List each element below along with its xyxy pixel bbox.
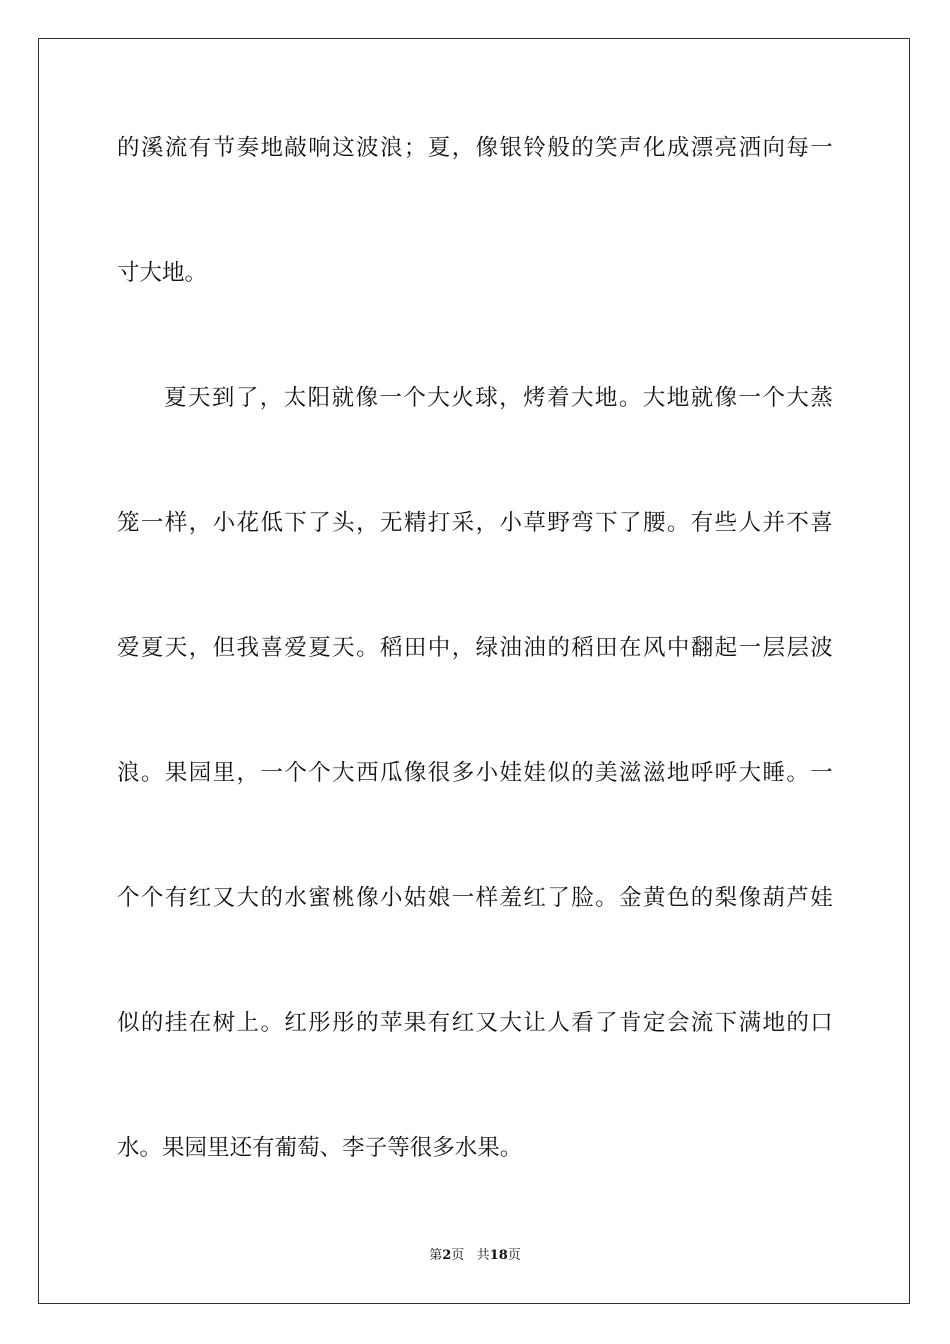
text-char: 爱 (284, 635, 307, 661)
text-char: 有 (188, 135, 212, 161)
text-line-9 (117, 1130, 833, 1166)
page-footer (0, 1246, 950, 1266)
text-char: 不 (786, 510, 809, 536)
text-char: 地 (594, 385, 618, 411)
text-char: 红 (188, 885, 212, 911)
text-char: ， (259, 385, 283, 411)
text-char: 中 (666, 635, 690, 661)
text-char: 人 (547, 1010, 570, 1036)
text-char: 了 (547, 885, 570, 911)
text-char: 色 (666, 885, 690, 911)
text-char: 到 (211, 385, 235, 411)
text-char: 。 (499, 1135, 523, 1161)
text-char: 红 (451, 1010, 475, 1036)
text-char: 喜 (260, 635, 283, 661)
text-char: 节 (212, 135, 236, 161)
text-char: 又 (212, 885, 236, 911)
text-char: 油 (523, 635, 546, 661)
text-char: 还 (229, 1135, 253, 1161)
text-char: 花 (236, 510, 260, 536)
text-char: 园 (184, 1135, 208, 1161)
page-suffix: 页 (451, 1248, 465, 1263)
text-char: 一 (451, 885, 475, 911)
page-number: 2 (442, 1248, 452, 1263)
text-char: 一 (140, 510, 164, 536)
text-char: 里 (207, 1135, 230, 1161)
text-char: 地 (162, 260, 185, 286)
text-char: ， (356, 510, 379, 536)
text-char: 打 (427, 510, 451, 536)
text-char: 个 (140, 885, 164, 911)
text-char: 。 (666, 510, 690, 536)
text-char: 个 (308, 760, 331, 786)
text-char: 多 (451, 760, 475, 786)
total-prefix: 共 (476, 1248, 490, 1263)
text-char: 似 (547, 760, 570, 786)
text-char: 等 (387, 1135, 410, 1161)
text-char: 腰 (642, 510, 666, 536)
text-char: 流 (164, 135, 188, 161)
text-char: 阳 (307, 385, 331, 411)
text-char: 流 (690, 1010, 714, 1036)
text-char: 。 (140, 760, 164, 786)
text-char: 小 (379, 885, 403, 911)
text-char: 声 (619, 135, 642, 161)
text-char: 羞 (499, 885, 523, 911)
text-char: 果 (164, 760, 188, 786)
text-char: 下 (284, 510, 307, 536)
text-char: 上 (236, 1010, 260, 1036)
text-char: 响 (308, 135, 331, 161)
text-char: 一 (738, 385, 762, 411)
text-char: 样 (475, 885, 499, 911)
text-char: 小 (475, 760, 499, 786)
text-char: 夏 (164, 385, 187, 411)
text-char: ， (236, 760, 260, 786)
text-char: 呼 (690, 760, 714, 786)
text-char: 溪 (140, 135, 164, 161)
text-char: 爱 (117, 635, 140, 661)
text-char: 苹 (379, 1010, 403, 1036)
text-char: 娃 (499, 760, 523, 786)
text-char: 红 (284, 1010, 307, 1036)
text-char: 铃 (523, 135, 546, 161)
text-char: 野 (547, 510, 570, 536)
text-char: 奏 (236, 135, 260, 161)
text-char: ， (451, 135, 475, 161)
text-char: 姑 (403, 885, 427, 911)
text-line-7 (117, 880, 833, 916)
text-char: 。 (786, 760, 809, 786)
total-pages: 18 (489, 1248, 508, 1263)
text-char: 。 (260, 1010, 283, 1036)
text-char: 无 (379, 510, 403, 536)
text-char: 采 (451, 510, 475, 536)
text-char: 李 (342, 1135, 365, 1161)
text-char: 西 (356, 760, 379, 786)
text-char: 呼 (714, 760, 738, 786)
text-char: 大 (139, 260, 163, 286)
text-char: 地 (666, 385, 690, 411)
text-char: 天 (164, 635, 188, 661)
text-char: 。 (184, 260, 208, 286)
text-char: 的 (117, 135, 140, 161)
text-char: 脸 (571, 885, 594, 911)
text-char: 的 (571, 760, 594, 786)
text-char: 滋 (619, 760, 642, 786)
text-char: 像 (475, 135, 499, 161)
text-char: 像 (403, 760, 427, 786)
text-char: 人 (738, 510, 762, 536)
text-line-6 (117, 755, 833, 791)
text-char: 满 (738, 1010, 762, 1036)
text-char: 一 (260, 760, 283, 786)
text-char: 就 (331, 385, 355, 411)
text-char: 的 (547, 635, 570, 661)
text-char: 蒸 (810, 385, 833, 411)
text-char: 芦 (786, 885, 809, 911)
text-char: 洒 (738, 135, 762, 161)
text-char: 着 (547, 385, 570, 411)
text-char: 的 (690, 885, 714, 911)
text-char: 就 (690, 385, 714, 411)
text-char: 像 (356, 885, 379, 911)
text-char: ， (499, 385, 522, 411)
text-char: 黄 (642, 885, 666, 911)
text-char: 多 (432, 1135, 455, 1161)
text-char: 田 (595, 635, 618, 661)
text-char: 喜 (810, 510, 833, 536)
text-char: 天 (187, 385, 211, 411)
text-char: 夏 (308, 635, 331, 661)
text-char: 球 (475, 385, 498, 411)
text-char: 下 (595, 510, 618, 536)
text-line-5 (117, 630, 833, 666)
text-char: 这 (332, 135, 355, 161)
text-char: 很 (409, 1135, 433, 1161)
text-char: 一 (379, 385, 402, 411)
text-char: 了 (235, 385, 259, 411)
text-char: 地 (260, 135, 283, 161)
text-char: 夏 (140, 635, 164, 661)
text-char: ； (403, 135, 427, 161)
text-line-1 (117, 130, 833, 166)
text-char: 大 (642, 385, 666, 411)
text-char: 大 (570, 385, 594, 411)
text-char: 但 (212, 635, 236, 661)
text-char: 娃 (810, 885, 833, 911)
text-char: 瓜 (379, 760, 403, 786)
text-char: 的 (571, 135, 594, 161)
text-char: 彤 (308, 1010, 331, 1036)
text-char: 火 (451, 385, 474, 411)
text-char: 成 (666, 135, 690, 161)
text-char: 肯 (619, 1010, 642, 1036)
text-char: 桃 (332, 885, 355, 911)
text-char: 个 (117, 885, 140, 911)
text-char: 下 (714, 1010, 738, 1036)
text-char: 弯 (571, 510, 594, 536)
text-char: 了 (595, 1010, 618, 1036)
text-char: 、 (319, 1135, 343, 1161)
text-char: 地 (666, 760, 690, 786)
text-char: 般 (547, 135, 570, 161)
text-char: 挂 (164, 1010, 188, 1036)
text-char: 睡 (762, 760, 785, 786)
text-char: 像 (355, 385, 379, 411)
text-char: 个 (284, 760, 307, 786)
text-char: 的 (260, 885, 283, 911)
text-char: 并 (762, 510, 785, 536)
text-char: 天 (332, 635, 355, 661)
text-char: 风 (642, 635, 666, 661)
text-char: 园 (188, 760, 212, 786)
text-char: 层 (762, 635, 785, 661)
text-line-2 (117, 255, 833, 291)
text-char: 的 (140, 1010, 164, 1036)
text-char: 田 (403, 635, 427, 661)
text-char: 有 (690, 510, 714, 536)
text-char: 像 (714, 385, 738, 411)
text-char: 个 (403, 385, 426, 411)
text-char: ， (188, 510, 212, 536)
text-char: 烤 (523, 385, 546, 411)
text-char: 地 (762, 1010, 785, 1036)
text-char: 娃 (523, 760, 546, 786)
text-char: 精 (403, 510, 427, 536)
text-char: ， (188, 635, 212, 661)
text-char: 样 (164, 510, 188, 536)
text-char: 大 (738, 760, 762, 786)
text-char: 在 (619, 635, 642, 661)
text-char: 一 (810, 135, 833, 161)
text-char: 翻 (690, 635, 714, 661)
text-char: 红 (523, 885, 546, 911)
text-char: 。 (356, 635, 379, 661)
text-char: 梨 (714, 885, 738, 911)
text-char: 太 (283, 385, 307, 411)
page-border (38, 38, 910, 1304)
text-char: 波 (810, 635, 833, 661)
text-char: 波 (356, 135, 379, 161)
text-char: 大 (427, 385, 450, 411)
text-char: 葡 (274, 1135, 298, 1161)
text-char: 葫 (762, 885, 785, 911)
text-char: 有 (252, 1135, 275, 1161)
text-char: 看 (571, 1010, 594, 1036)
text-char: 每 (786, 135, 809, 161)
text-char: 大 (236, 885, 260, 911)
text-char: 蜜 (308, 885, 331, 911)
text-char: 又 (475, 1010, 499, 1036)
text-char: 亮 (714, 135, 738, 161)
text-char: 油 (499, 635, 523, 661)
text-char: 果 (403, 1010, 427, 1036)
text-char: 的 (786, 1010, 809, 1036)
paragraph-start-line (117, 380, 833, 416)
text-char: 低 (260, 510, 283, 536)
text-char: 了 (308, 510, 331, 536)
text-char: 头 (332, 510, 355, 536)
text-char: 一 (738, 635, 762, 661)
page-prefix: 第 (429, 1248, 443, 1263)
text-char: 稻 (379, 635, 403, 661)
text-char: 个 (762, 385, 785, 411)
text-char: 稻 (571, 635, 594, 661)
text-char: 让 (523, 1010, 546, 1036)
text-char: 。 (618, 385, 642, 411)
text-char: 夏 (427, 135, 451, 161)
text-char: 大 (786, 385, 809, 411)
text-char: 美 (595, 760, 618, 786)
text-char: 在 (188, 1010, 212, 1036)
text-char: 滋 (642, 760, 666, 786)
text-char: 果 (477, 1135, 500, 1161)
text-char: 浪 (117, 760, 140, 786)
text-char: 娘 (427, 885, 451, 911)
text-char: 了 (619, 510, 642, 536)
text-char: 向 (762, 135, 785, 161)
text-char: 果 (162, 1135, 185, 1161)
text-char: 像 (738, 885, 762, 911)
text-char: 起 (714, 635, 738, 661)
text-char: 金 (619, 885, 642, 911)
text-char: 敲 (284, 135, 307, 161)
text-char: 我 (236, 635, 260, 661)
text-char: 化 (642, 135, 666, 161)
text-char: 水 (454, 1135, 478, 1161)
total-suffix: 页 (507, 1248, 521, 1263)
text-char: ， (475, 510, 499, 536)
text-char: 漂 (690, 135, 714, 161)
text-char: 大 (499, 1010, 523, 1036)
text-char: 的 (356, 1010, 379, 1036)
text-char: 水 (284, 885, 307, 911)
text-char: 笑 (595, 135, 618, 161)
text-char: 小 (499, 510, 523, 536)
text-line-8 (117, 1005, 833, 1041)
text-char: 定 (642, 1010, 666, 1036)
text-char: 绿 (475, 635, 499, 661)
text-char: 子 (364, 1135, 388, 1161)
text-char: 一 (810, 760, 833, 786)
text-char: 。 (139, 1135, 163, 1161)
text-char: 树 (212, 1010, 236, 1036)
text-char: 。 (595, 885, 618, 911)
text-char: 水 (117, 1135, 140, 1161)
text-char: 中 (427, 635, 451, 661)
text-char: 大 (332, 760, 355, 786)
text-char: 会 (666, 1010, 690, 1036)
text-char: 口 (810, 1010, 833, 1036)
text-char: ， (451, 635, 475, 661)
text-char: 彤 (332, 1010, 355, 1036)
text-char: 小 (212, 510, 236, 536)
text-char: 笼 (117, 510, 140, 536)
text-char: 草 (523, 510, 546, 536)
text-char: 萄 (297, 1135, 320, 1161)
text-char: 里 (212, 760, 236, 786)
text-char: 寸 (117, 260, 140, 286)
text-char: 有 (164, 885, 188, 911)
text-char: 层 (786, 635, 809, 661)
text-char: 有 (427, 1010, 451, 1036)
text-char: 银 (499, 135, 523, 161)
text-line-4 (117, 505, 833, 541)
text-char: 似 (117, 1010, 140, 1036)
text-char: 些 (714, 510, 738, 536)
text-char: 很 (427, 760, 451, 786)
text-char: 浪 (379, 135, 403, 161)
